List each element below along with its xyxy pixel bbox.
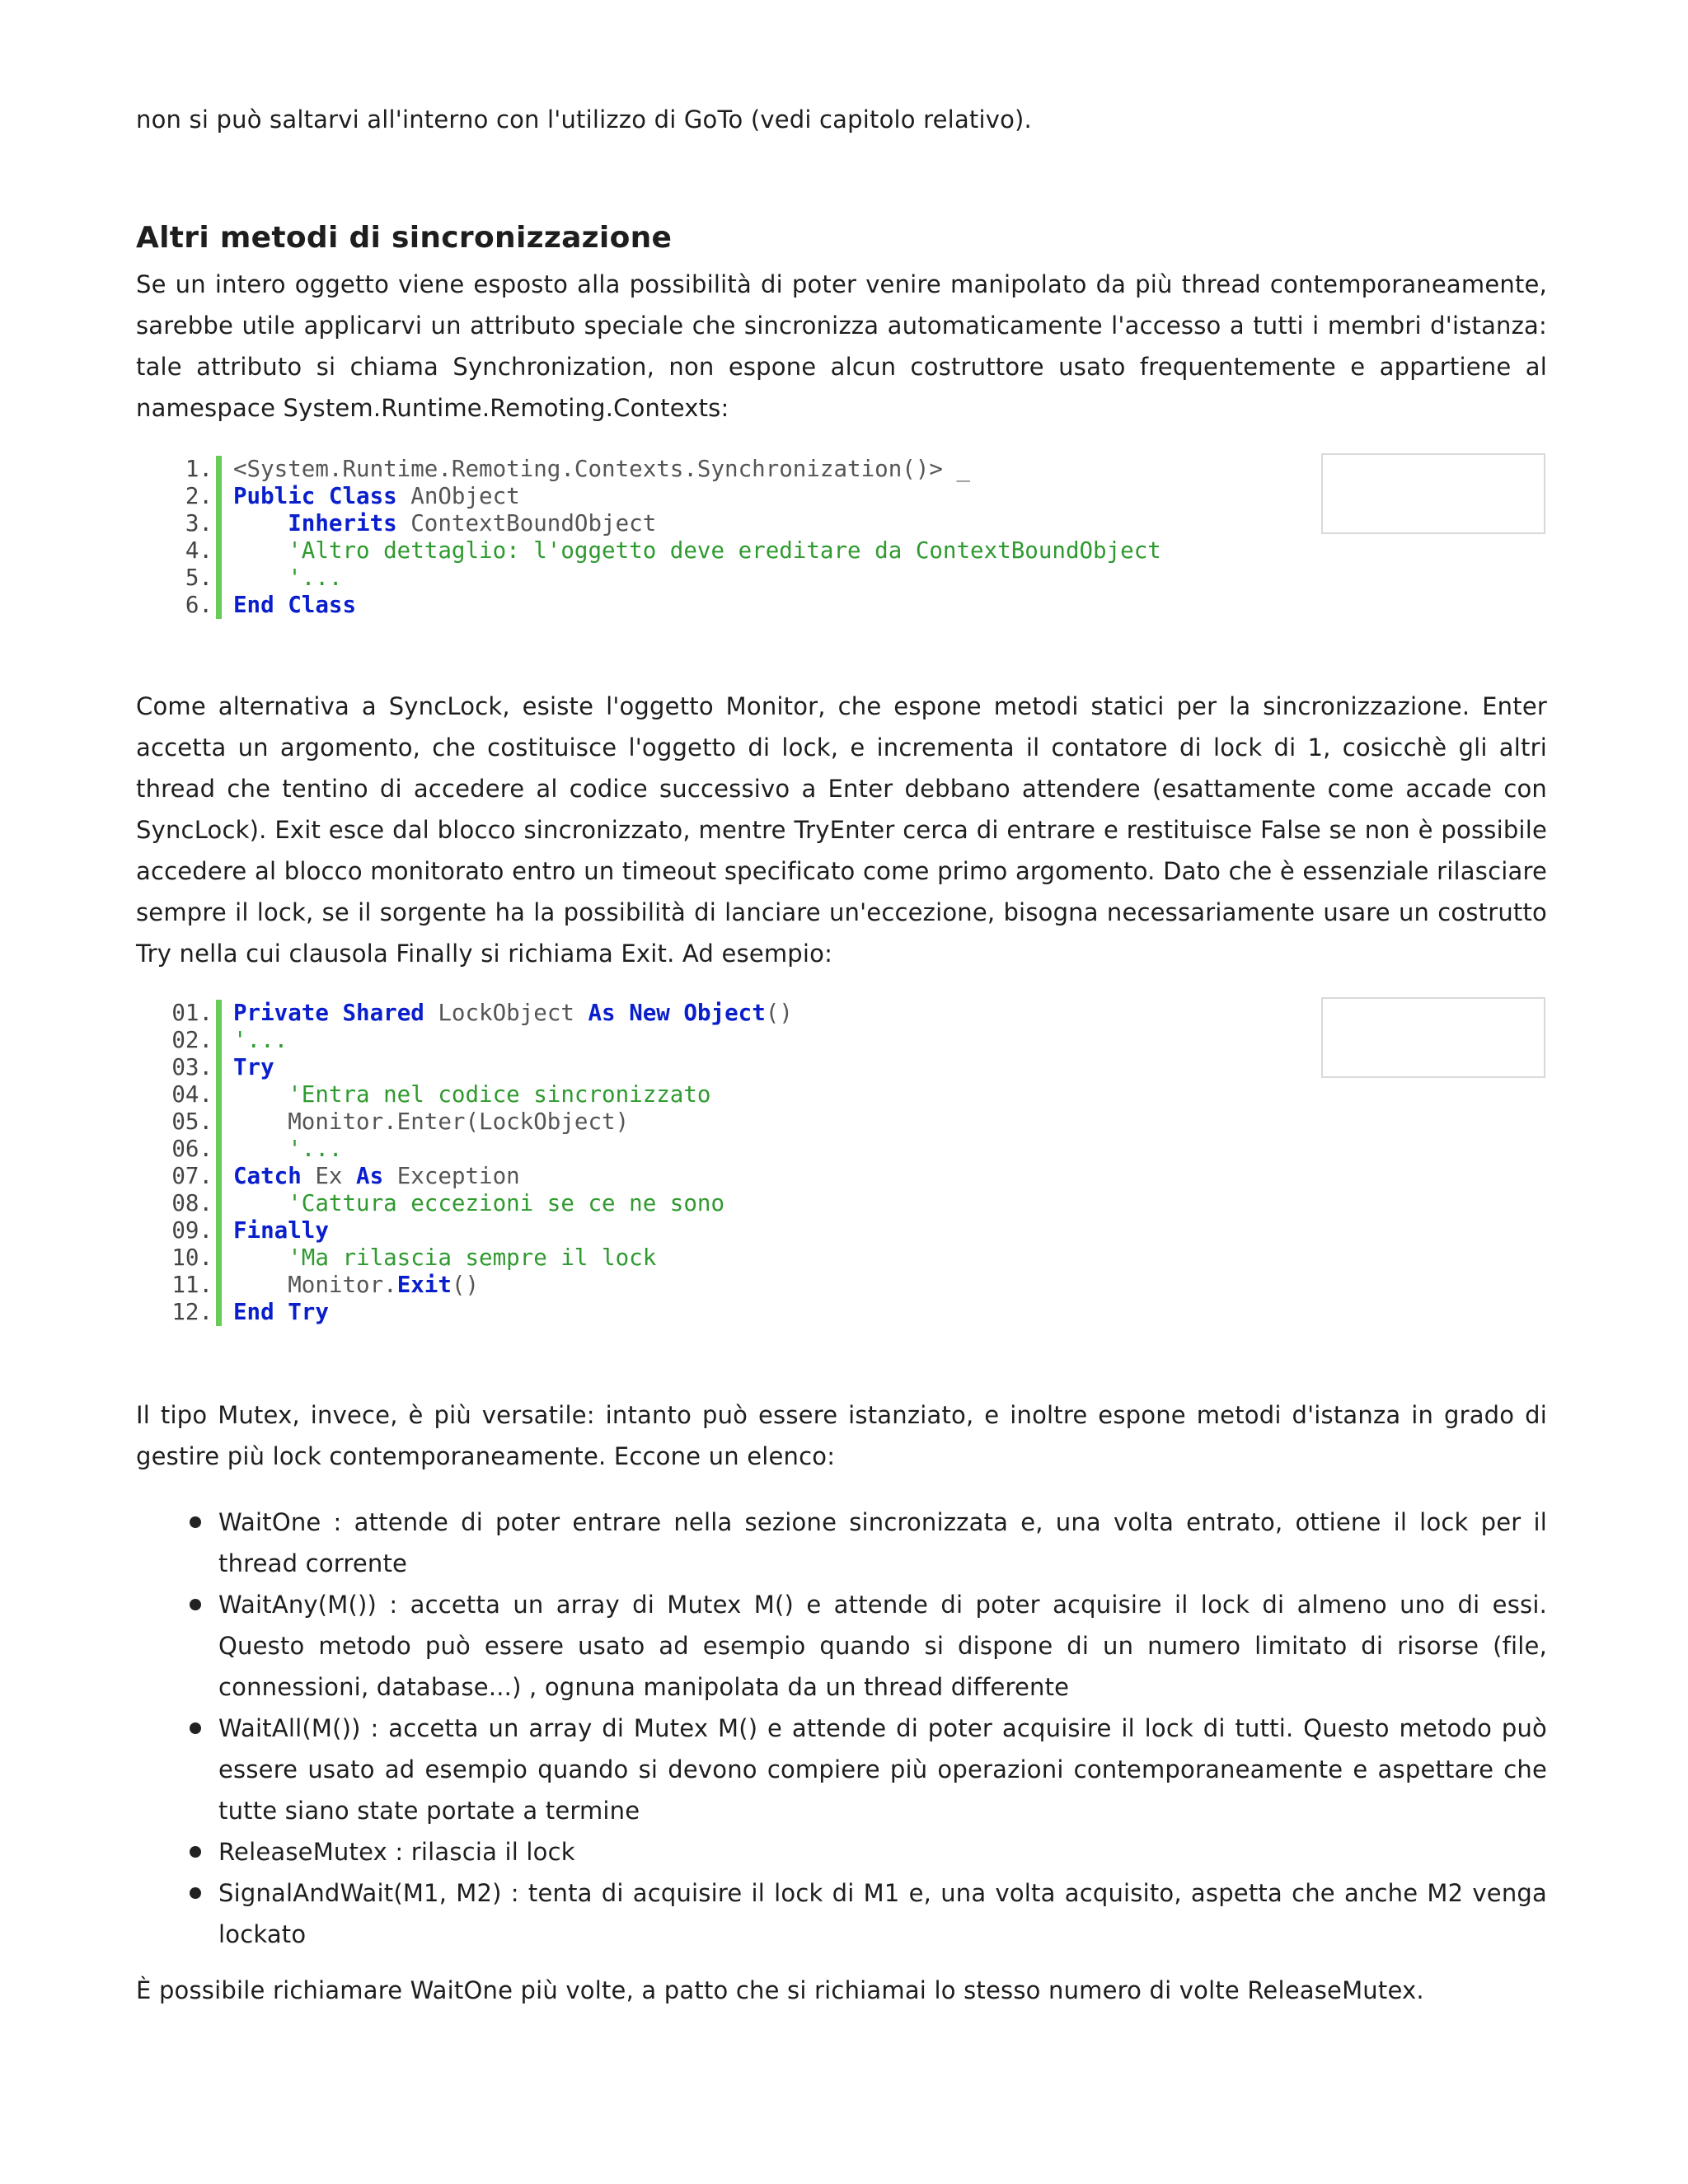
code-line bbox=[148, 1163, 793, 1190]
code-token: <System.Runtime.Remoting.Contexts.Synchronization()> _ bbox=[233, 456, 971, 482]
code-line bbox=[148, 565, 1161, 592]
intro-line: non si può saltarvi all'interno con l'utilizzo di GoTo (vedi capitolo relativo). bbox=[136, 105, 1032, 134]
line-number: 3. bbox=[185, 510, 213, 537]
code-text bbox=[233, 1081, 710, 1108]
gutter-bar bbox=[216, 1000, 222, 1027]
gutter-bar bbox=[216, 1163, 222, 1190]
code-token bbox=[616, 1000, 630, 1026]
code-token: End bbox=[233, 1299, 274, 1325]
line-number: 10. bbox=[171, 1244, 213, 1271]
line-number: 03. bbox=[171, 1054, 213, 1080]
line-number: 5. bbox=[185, 565, 213, 591]
code-token: Try bbox=[233, 1054, 274, 1080]
code-token: () bbox=[451, 1272, 480, 1298]
code-line bbox=[148, 1000, 793, 1027]
list-item: WaitAny(M()) : accetta un array di Mutex M() e attende di poter acquisire il lock di almeno uno di essi. Questo metodo può essere usato ad esempio quando si dispone di un numero limitato di risorse (file, connessioni, database...) , ognuna manipolata da un thread differente bbox=[190, 1584, 1547, 1708]
list-item: ReleaseMutex : rilascia il lock bbox=[190, 1831, 1547, 1872]
code-line bbox=[148, 1299, 793, 1326]
code-text bbox=[233, 1027, 288, 1054]
code-token: 'Cattura eccezioni se ce ne sono bbox=[233, 1190, 725, 1216]
paragraph-mutex: Il tipo Mutex, invece, è più versatile: intanto può essere istanziato, e inoltre espone metodi d'istanza in grado di gestire più lock contemporaneamente. Eccone un elenco: bbox=[136, 1401, 1547, 1470]
code-text bbox=[233, 510, 656, 537]
line-number: 4. bbox=[185, 537, 213, 564]
code-text bbox=[233, 1163, 520, 1190]
code-line bbox=[148, 537, 1161, 565]
code-line bbox=[148, 1272, 793, 1299]
code-text bbox=[233, 1136, 342, 1163]
bullet-icon bbox=[190, 1516, 201, 1528]
line-number: 07. bbox=[171, 1163, 213, 1189]
code-token: Class bbox=[288, 592, 357, 618]
line-number: 2. bbox=[185, 483, 213, 509]
line-number: 12. bbox=[171, 1299, 213, 1325]
code-token bbox=[670, 1000, 684, 1026]
gutter-bar bbox=[216, 1272, 222, 1299]
code-text bbox=[233, 1244, 656, 1272]
code-text bbox=[233, 537, 1161, 565]
code-token: New bbox=[629, 1000, 670, 1026]
code-token: Finally bbox=[233, 1217, 329, 1244]
code-token: 'Ma rilascia sempre il lock bbox=[233, 1244, 657, 1271]
code-token: AnObject bbox=[396, 483, 520, 509]
code-token: Exception bbox=[383, 1163, 520, 1189]
code-text bbox=[233, 1108, 629, 1136]
mutex-methods-list bbox=[190, 1502, 1547, 1955]
code-token: ContextBoundObject bbox=[396, 510, 657, 537]
code-line bbox=[148, 1190, 793, 1217]
code-line bbox=[148, 1136, 793, 1163]
code-text bbox=[233, 1054, 274, 1081]
code-text bbox=[233, 592, 356, 619]
gutter-bar bbox=[216, 1027, 222, 1054]
bullet-icon bbox=[190, 1846, 201, 1858]
code-text bbox=[233, 1190, 724, 1217]
code-token bbox=[233, 510, 288, 537]
code-token: Catch bbox=[233, 1163, 302, 1189]
line-number: 04. bbox=[171, 1081, 213, 1108]
code-token: () bbox=[765, 1000, 793, 1026]
code-token bbox=[274, 1299, 288, 1325]
code-line bbox=[148, 1054, 793, 1081]
line-number: 1. bbox=[185, 456, 213, 482]
code-toolbar-box bbox=[1321, 997, 1545, 1078]
code-token: End bbox=[233, 592, 274, 618]
code-text bbox=[233, 565, 342, 592]
code-text bbox=[233, 456, 970, 483]
code-token: Inherits bbox=[288, 510, 397, 537]
code-token: '... bbox=[233, 1027, 288, 1053]
code-block-synchronization bbox=[148, 456, 1161, 619]
gutter-bar bbox=[216, 537, 222, 565]
code-token: '... bbox=[233, 565, 343, 591]
line-number: 02. bbox=[171, 1027, 213, 1053]
code-line bbox=[148, 1244, 793, 1272]
code-line bbox=[148, 592, 1161, 619]
code-token: Try bbox=[288, 1299, 329, 1325]
code-line bbox=[148, 1217, 793, 1244]
code-token: Monitor.Enter(LockObject) bbox=[233, 1108, 630, 1135]
paragraph-synchronization: Se un intero oggetto viene esposto alla possibilità di poter venire manipolato da più thread contemporaneamente, sarebbe utile applicarvi un attributo speciale che sincronizza automaticamente l'accesso a tutti i membri d'istanza: tale attributo si chiama Synchronization, non espone alcun costruttore usato frequentemente e appartiene al namespace System.Runtime.Remoting.Contexts: bbox=[136, 270, 1547, 422]
line-number: 06. bbox=[171, 1136, 213, 1162]
gutter-bar bbox=[216, 592, 222, 619]
line-number: 05. bbox=[171, 1108, 213, 1135]
section-title: Altri metodi di sincronizzazione bbox=[136, 221, 673, 255]
code-line bbox=[148, 456, 1161, 483]
line-number: 01. bbox=[171, 1000, 213, 1026]
code-token: Private bbox=[233, 1000, 329, 1026]
gutter-bar bbox=[216, 1299, 222, 1326]
code-text bbox=[233, 1000, 793, 1027]
paragraph-monitor: Come alternativa a SyncLock, esiste l'oggetto Monitor, che espone metodi statici per la sincronizzazione. Enter accetta un argomento, che costituisce l'oggetto di lock, e incrementa il contatore di lock di 1, cosicchè gli altri thread che tentino di accedere al codice successivo a Enter debbano attendere (esattamente come accade con SyncLock). Exit esce dal blocco sincronizzato, mentre TryEnter cerca di entrare e restituisce False se non è possibile accedere al blocco monitorato entro un timeout specificato come primo argomento. Dato che è essenziale rilasciare sempre il lock, se il sorgente ha la possibilità di lanciare un'eccezione, bisogna necessariamente usare un costrutto Try nella cui clausola Finally si richiama Exit. Ad esempio: bbox=[136, 692, 1547, 968]
gutter-bar bbox=[216, 483, 222, 510]
list-item: WaitAll(M()) : accetta un array di Mutex M() e attende di poter acquisire il lock di tutti. Questo metodo può essere usato ad esempio quando si devono compiere più operazioni contemporaneamente e aspettare che tutte siano state portate a termine bbox=[190, 1708, 1547, 1831]
code-block-monitor bbox=[148, 1000, 793, 1326]
code-token: As bbox=[356, 1163, 384, 1189]
line-number: 08. bbox=[171, 1190, 213, 1216]
code-token bbox=[315, 483, 329, 509]
code-token: Shared bbox=[342, 1000, 424, 1026]
code-token: Exit bbox=[396, 1272, 452, 1298]
code-token: '... bbox=[233, 1136, 343, 1162]
gutter-bar bbox=[216, 510, 222, 537]
code-line bbox=[148, 1027, 793, 1054]
code-token: 'Entra nel codice sincronizzato bbox=[233, 1081, 711, 1108]
gutter-bar bbox=[216, 1054, 222, 1081]
gutter-bar bbox=[216, 565, 222, 592]
code-text bbox=[233, 1272, 479, 1299]
gutter-bar bbox=[216, 1136, 222, 1163]
code-token: As bbox=[588, 1000, 616, 1026]
code-line bbox=[148, 1081, 793, 1108]
code-token: Public bbox=[233, 483, 316, 509]
code-line bbox=[148, 510, 1161, 537]
gutter-bar bbox=[216, 1190, 222, 1217]
list-item: SignalAndWait(M1, M2) : tenta di acquisire il lock di M1 e, una volta acquisito, aspetta che anche M2 venga lockato bbox=[190, 1872, 1547, 1955]
gutter-bar bbox=[216, 1244, 222, 1272]
gutter-bar bbox=[216, 1108, 222, 1136]
code-line bbox=[148, 1108, 793, 1136]
code-text bbox=[233, 1217, 329, 1244]
code-line bbox=[148, 483, 1161, 510]
bullet-icon bbox=[190, 1599, 201, 1610]
code-token: Class bbox=[328, 483, 397, 509]
code-token bbox=[329, 1000, 343, 1026]
gutter-bar bbox=[216, 1217, 222, 1244]
bullet-icon bbox=[190, 1887, 201, 1899]
paragraph-final: È possibile richiamare WaitOne più volte, a patto che si richiamai lo stesso numero di volte ReleaseMutex. bbox=[136, 1976, 1424, 2004]
code-text bbox=[233, 483, 520, 510]
bullet-icon bbox=[190, 1722, 201, 1734]
gutter-bar bbox=[216, 1081, 222, 1108]
code-token: LockObject bbox=[424, 1000, 588, 1026]
code-token bbox=[274, 592, 288, 618]
line-number: 11. bbox=[171, 1272, 213, 1298]
code-toolbar-box bbox=[1321, 453, 1545, 534]
gutter-bar bbox=[216, 456, 222, 483]
code-token: Object bbox=[683, 1000, 766, 1026]
line-number: 6. bbox=[185, 592, 213, 618]
code-token: Monitor. bbox=[233, 1272, 397, 1298]
code-token: 'Altro dettaglio: l'oggetto deve ereditare da ContextBoundObject bbox=[233, 537, 1161, 564]
line-number: 09. bbox=[171, 1217, 213, 1244]
code-token: Ex bbox=[301, 1163, 357, 1189]
list-item: WaitOne : attende di poter entrare nella sezione sincronizzata e, una volta entrato, ottiene il lock per il thread corrente bbox=[190, 1502, 1547, 1584]
code-text bbox=[233, 1299, 329, 1326]
